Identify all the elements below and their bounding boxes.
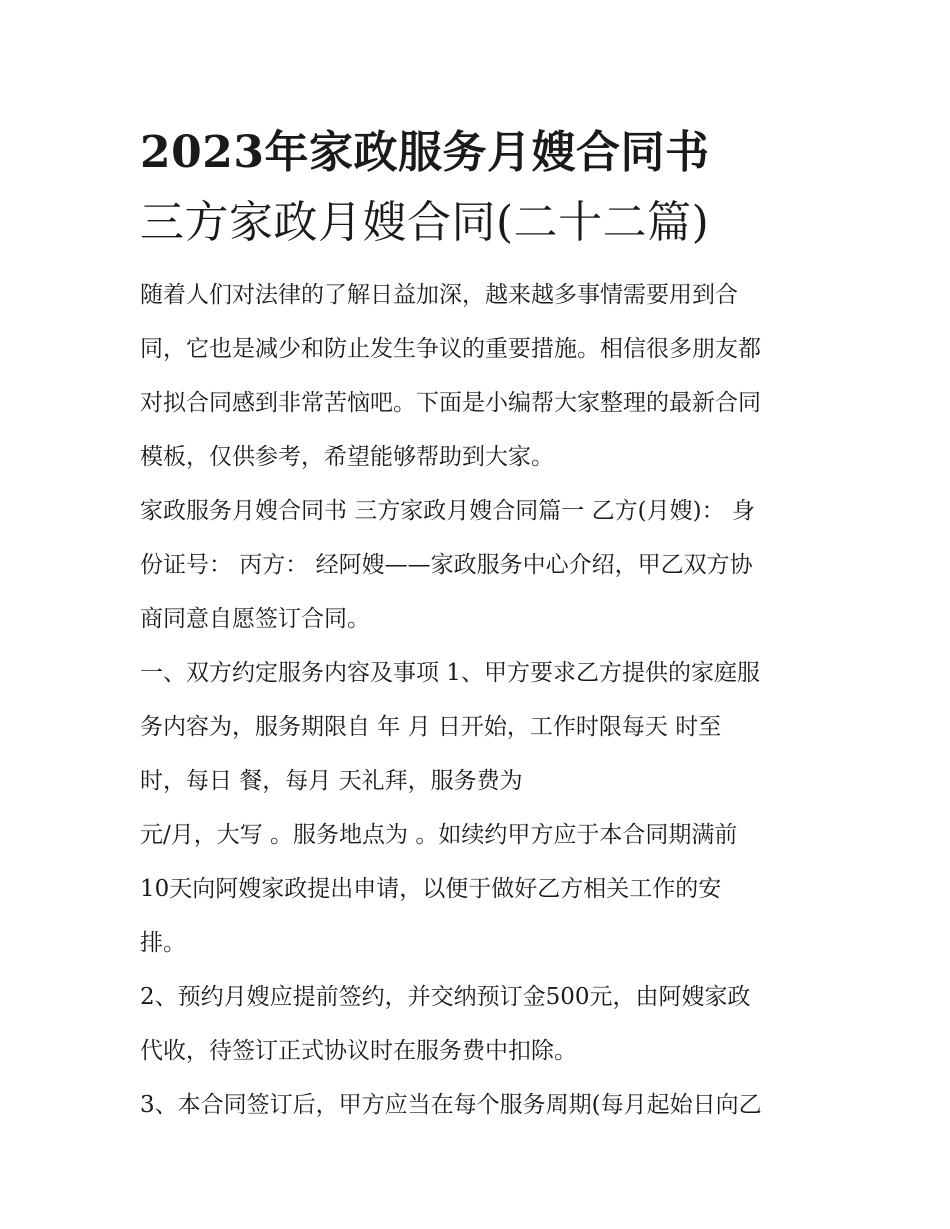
text-line: 商同意自愿签订合同。 [140, 606, 370, 632]
text-line: 时，每日 餐，每月 天礼拜，服务费为 [140, 768, 523, 794]
text-line: 2、预约月嫂应提前签约，并交纳预订金500元，由阿嫂家政 [140, 984, 751, 1010]
text-line: 3、本合同签订后，甲方应当在每个服务周期(每月起始日向乙 [140, 1092, 762, 1118]
text-line: 排。 [140, 930, 186, 956]
text-line: 随着人们对法律的了解日益加深，越来越多事情需要用到合 [140, 282, 738, 308]
text-line: 10天向阿嫂家政提出申请，以便于做好乙方相关工作的安 [140, 876, 722, 902]
document-body [140, 268, 820, 1132]
document-page [140, 118, 820, 1132]
text-line: 元/月，大写 。服务地点为 。如续约甲方应于本合同期满前 [140, 822, 738, 848]
paragraph-parties [140, 484, 820, 646]
text-line: 代收，待签订正式协议时在服务费中扣除。 [140, 1038, 577, 1064]
title-line-1: 2023年家政服务月嫂合同书 [140, 127, 710, 178]
title-line-2: 三方家政月嫂合同(二十二篇) [140, 197, 710, 248]
text-line: 对拟合同感到非常苦恼吧。下面是小编帮大家整理的最新合同 [140, 390, 761, 416]
text-line: 一、双方约定服务内容及事项 1、甲方要求乙方提供的家庭服 [140, 660, 760, 686]
paragraph-clause-2 [140, 970, 820, 1078]
paragraph-clause-3 [140, 1078, 820, 1132]
text-line: 份证号： 丙方： 经阿嫂——家政服务中心介绍，甲乙双方协 [140, 552, 753, 578]
text-line: 模板，仅供参考，希望能够帮助到大家。 [140, 444, 554, 470]
text-line: 家政服务月嫂合同书 三方家政月嫂合同篇一 乙方(月嫂)： 身 [140, 498, 755, 524]
paragraph-clause-1 [140, 646, 820, 970]
text-line: 同，它也是减少和防止发生争议的重要措施。相信很多朋友都 [140, 336, 761, 362]
paragraph-intro [140, 268, 820, 484]
text-line: 务内容为，服务期限自 年 月 日开始，工作时限每天 时至 [140, 714, 722, 740]
document-title [140, 118, 820, 258]
